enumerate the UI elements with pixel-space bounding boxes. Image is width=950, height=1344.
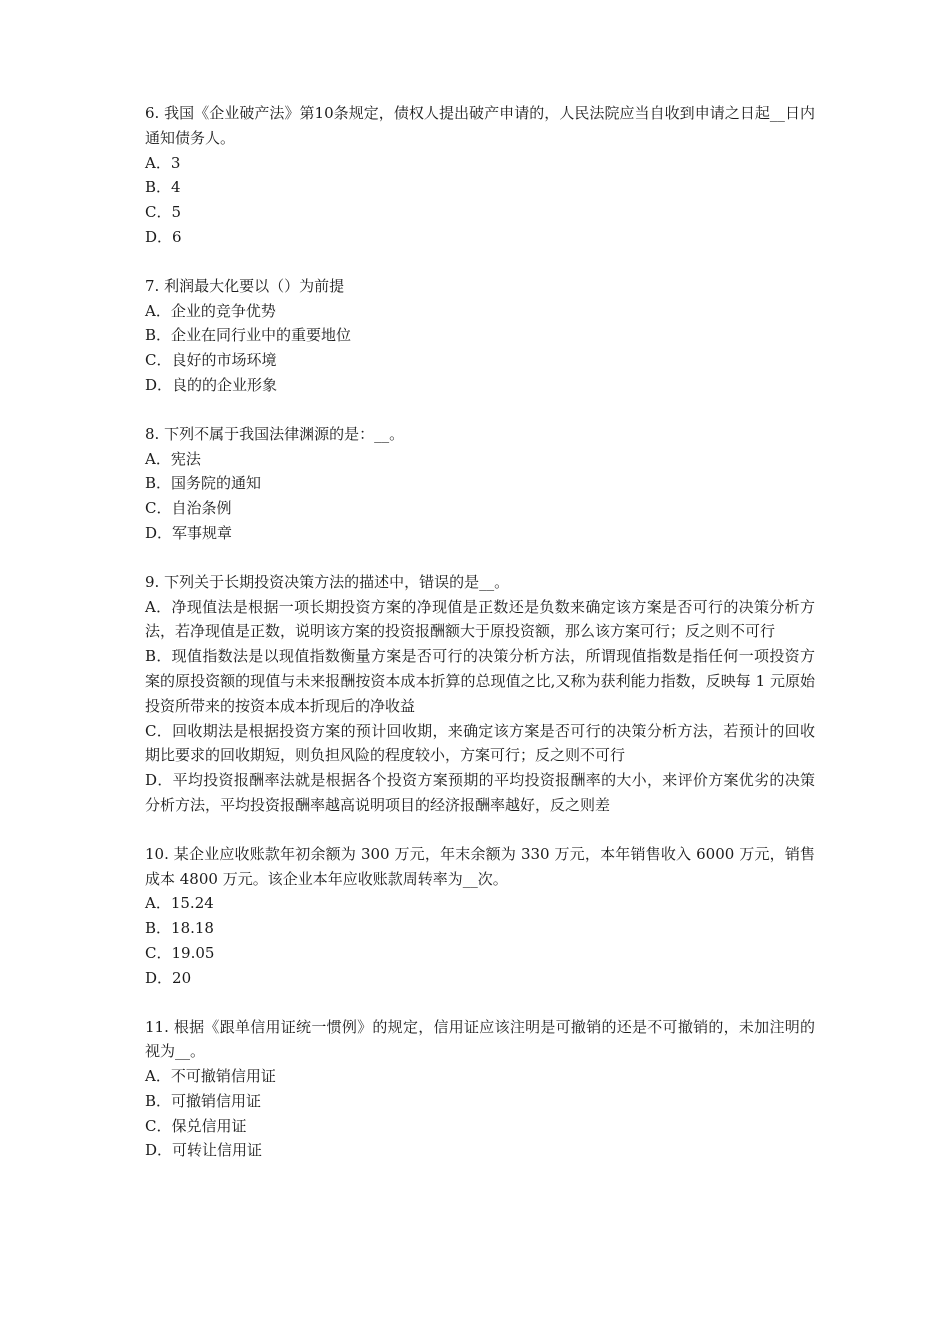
option-d: D．可转让信用证	[145, 1141, 263, 1160]
option-b: B．现值指数法是以现值指数衡量方案是否可行的决策分析方法，所谓现值指数是指任何一项投资方案的原投资额的现值与未来报酬按资本成本折算的总现值之比,又称为获利能力指数，反映每 1 元原始投资所带来的按资本成本折现后的净收益	[145, 647, 815, 715]
option-c: C．保兑信用证	[145, 1116, 247, 1135]
question-9	[145, 570, 815, 818]
option-d: D．20	[145, 968, 192, 987]
option-c: C．自治条例	[145, 499, 232, 518]
question-text: 6. 我国《企业破产法》第10条规定，债权人提出破产申请的，人民法院应当自收到申请之日起__日内通知债务人。	[145, 104, 815, 147]
document-page	[145, 101, 815, 1187]
question-text: 7. 利润最大化要以（）为前提	[145, 276, 345, 295]
option-c: C．回收期法是根据投资方案的预计回收期，来确定该方案是否可行的决策分析方法，若预计的回收期比要求的回收期短，则负担风险的程度较小，方案可行；反之则不可行	[145, 721, 815, 765]
option-b: B．18.18	[145, 919, 214, 938]
option-b: B．企业在同行业中的重要地位	[145, 326, 352, 345]
question-7	[145, 274, 815, 398]
option-b: B．国务院的通知	[145, 474, 262, 493]
option-a: A．净现值法是根据一项长期投资方案的净现值是正数还是负数来确定该方案是否可行的决策分析方法，若净现值是正数，说明该方案的投资报酬额大于原投资额，那么该方案可行；反之则不可行	[145, 597, 815, 641]
option-d: D．6	[145, 227, 182, 246]
option-a: A．不可撤销信用证	[145, 1067, 276, 1086]
option-b: B．4	[145, 178, 181, 197]
question-text: 8. 下列不属于我国法律渊源的是：__。	[145, 424, 405, 443]
question-text: 11. 根据《跟单信用证统一惯例》的规定，信用证应该注明是可撤销的还是不可撤销的，未加注明的视为__。	[145, 1017, 815, 1061]
option-a: A．企业的竞争优势	[145, 301, 276, 320]
option-b: B．可撤销信用证	[145, 1091, 262, 1110]
option-c: C．19.05	[145, 943, 215, 962]
option-d: D．平均投资报酬率法就是根据各个投资方案预期的平均投资报酬率的大小，来评价方案优劣的决策分析方法，平均投资报酬率越高说明项目的经济报酬率越好，反之则差	[145, 771, 815, 814]
option-a: A．15.24	[145, 894, 214, 913]
option-d: D．良的的企业形象	[145, 375, 278, 394]
question-text: 9. 下列关于长期投资决策方法的描述中，错误的是__。	[145, 572, 510, 591]
question-6	[145, 101, 815, 250]
option-c: C．5	[145, 203, 182, 222]
question-text: 10. 某企业应收账款年初余额为 300 万元，年末余额为 330 万元，本年销售收入 6000 万元，销售成本 4800 万元。该企业本年应收账款周转率为__次。	[145, 844, 815, 888]
option-a: A．宪法	[145, 449, 201, 468]
option-a: A．3	[145, 153, 181, 172]
question-8	[145, 422, 815, 546]
option-c: C．良好的市场环境	[145, 351, 277, 370]
option-d: D．军事规章	[145, 523, 233, 542]
question-11	[145, 1015, 815, 1164]
question-10	[145, 842, 815, 991]
